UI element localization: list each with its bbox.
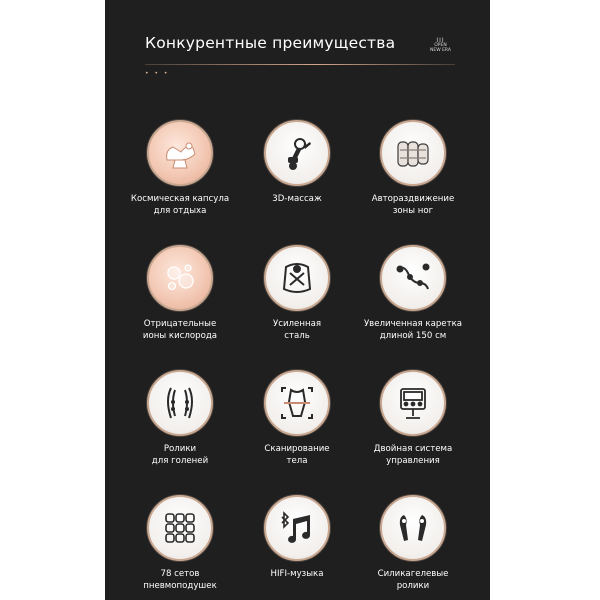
body-scan-icon [264,370,330,436]
feature-label-line2: тела [286,455,308,466]
feature-oxygen-ions [120,245,240,342]
feature-extended-track [353,245,473,342]
calf-rollers-icon [147,370,213,436]
feature-label-line1: Силикагелевые [377,569,449,579]
feature-label-line2: для голеней [151,455,209,466]
feature-label-line1: HIFI-музыка [270,569,324,579]
brand-tag [430,38,451,53]
feature-body-scan [237,370,357,467]
leg-rest-icon [380,120,446,186]
feature-label-line1: Космическая капсула [130,194,230,204]
feature-label-line2: сталь [284,330,310,341]
feature-leg-extension [353,120,473,217]
bluetooth-music-icon [264,495,330,561]
feature-label-line1: Автораздвижение [371,194,455,204]
feature-silicone-rollers [353,495,473,592]
extended-track-icon [380,245,446,311]
decorative-dots: • • • [145,70,170,77]
feature-label-line1: Отрицательные [143,319,217,329]
brand-tag-bars: III [436,37,445,44]
feature-label-line2: ролики [396,580,430,591]
title-divider [145,64,455,65]
feature-label-line1: Сканирование [264,444,330,454]
feature-label-line2: длиной 150 см [379,330,447,341]
silicone-rollers-icon [380,495,446,561]
feature-label-line2: для отдыха [153,205,207,216]
dual-control-icon [380,370,446,436]
feature-label-line2: зоны ног [392,205,434,216]
feature-reinforced-steel [237,245,357,342]
airbag-grid-icon [147,495,213,561]
brand-tag-line2: NEW ERA [430,48,451,53]
feature-label-line1: 3D-массаж [272,194,322,204]
feature-dual-control [353,370,473,467]
oxygen-ions-icon [147,245,213,311]
feature-label-line1: Ролики [163,444,197,454]
feature-3d-massage [237,120,357,206]
feature-label-line1: Двойная система [373,444,453,454]
feature-space-capsule [120,120,240,217]
feature-label-line2: ионы кислорода [142,330,218,341]
feature-hifi-music [237,495,357,581]
feature-label-line2: управления [386,455,440,466]
feature-airbags [120,495,240,592]
advantages-panel [105,0,490,600]
page-title: Конкурентные преимущества [145,34,396,52]
steel-frame-icon [264,245,330,311]
massage-chair-icon [147,120,213,186]
feature-label-line2: пневмоподушек [143,580,217,591]
feature-label-line1: Усиленная [273,319,321,329]
feature-label-line1: 78 сетов [160,569,200,579]
brand-tag-line1: OPEN [434,43,447,48]
feature-calf-rollers [120,370,240,467]
3d-massage-robot-icon [264,120,330,186]
feature-label-line1: Увеличенная каретка [363,319,463,329]
